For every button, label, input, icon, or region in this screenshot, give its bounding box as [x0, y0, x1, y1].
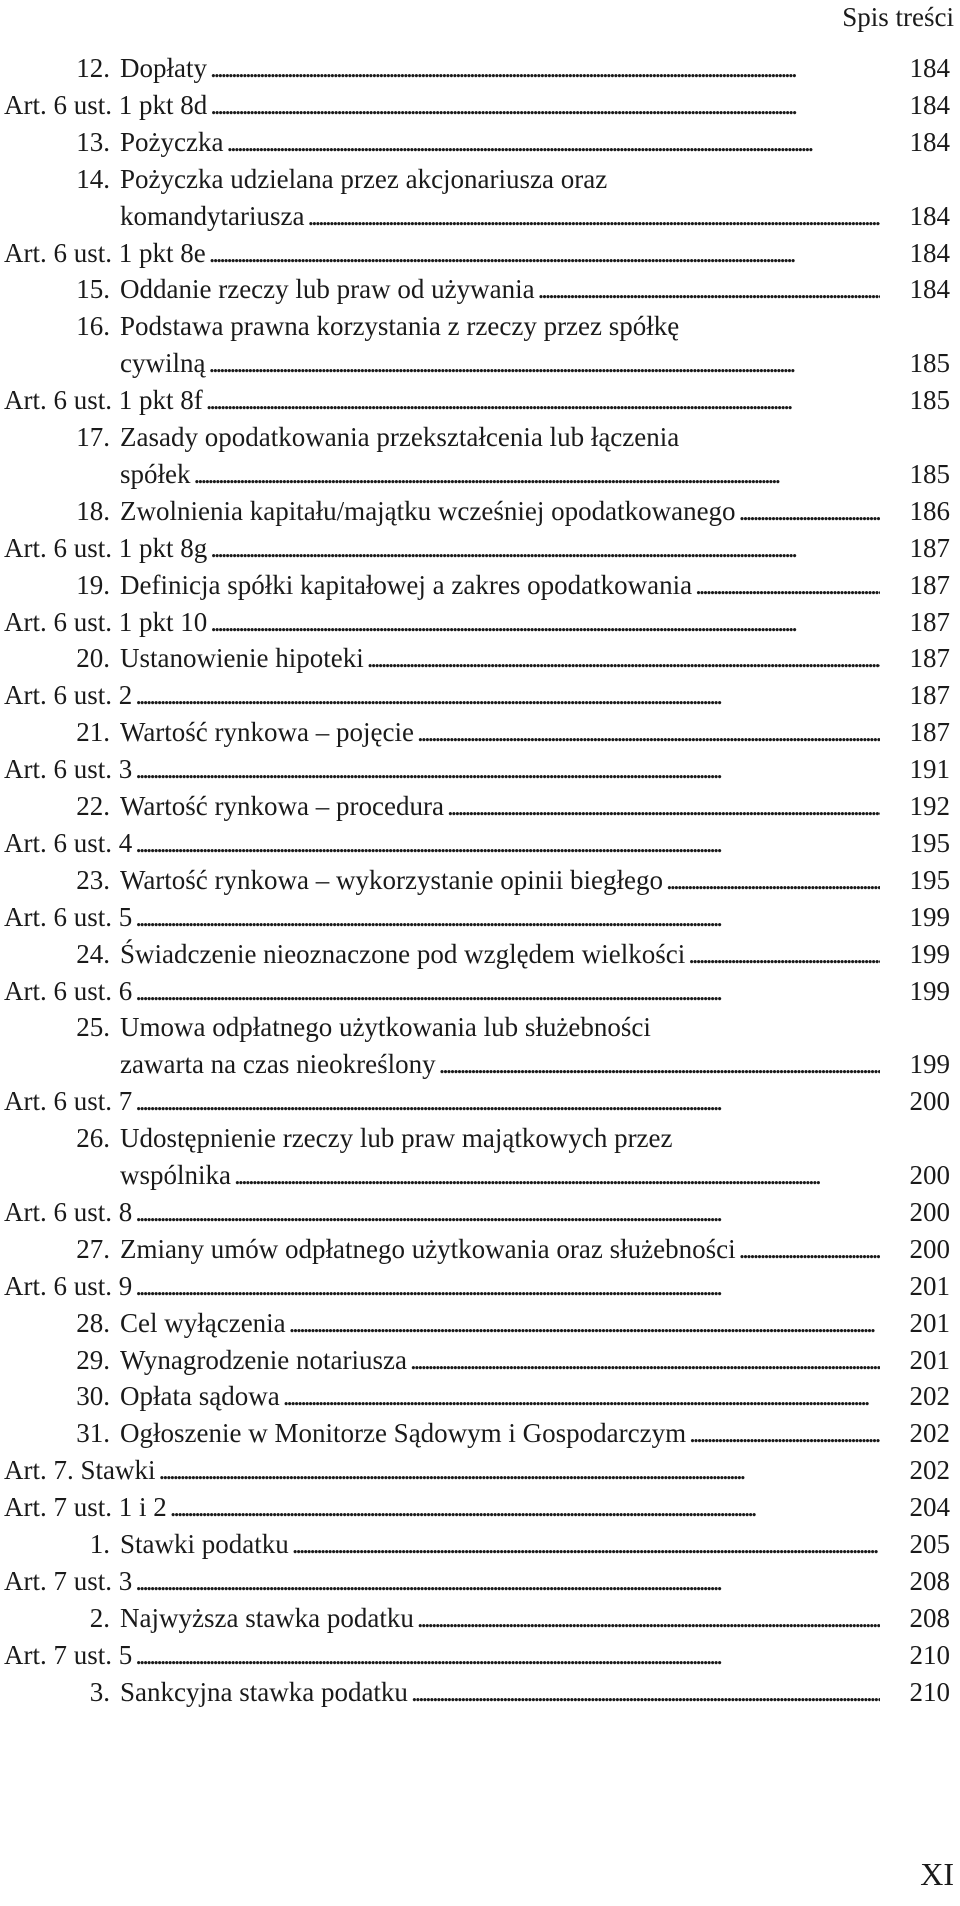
toc-section-entry [0, 161, 960, 235]
toc-article-entry [0, 604, 960, 641]
toc-article-entry [0, 677, 960, 714]
toc-entry-number: 28. [76, 1307, 110, 1338]
toc-page-number: 205 [909, 1529, 950, 1559]
dot-leader [666, 862, 880, 898]
dot-leader [234, 1157, 880, 1193]
toc-entry-title: Art. 6 ust. 4 [4, 827, 133, 858]
dot-leader [159, 1452, 881, 1488]
toc-entry-title: Art. 6 ust. 1 pkt 8d [4, 89, 208, 120]
toc-page-number: 185 [909, 458, 950, 489]
toc-page-number: 200 [909, 1233, 950, 1264]
dot-leader [206, 382, 880, 418]
toc-article-entry [0, 530, 960, 567]
dot-leader [135, 973, 880, 1009]
dot-leader [689, 1415, 880, 1451]
toc-section-entry [0, 1378, 960, 1415]
toc-entry-number: 15. [76, 274, 110, 305]
toc-section-entry [0, 640, 960, 677]
dot-leader [417, 714, 880, 750]
toc-section-entry [0, 1415, 960, 1452]
toc-section-entry [0, 1231, 960, 1268]
toc-page-number: 210 [909, 1676, 950, 1707]
toc-entry-title: Oddanie rzeczy lub praw od używania [120, 274, 535, 305]
toc-entry-number: 16. [76, 311, 110, 342]
dot-leader [135, 1563, 880, 1599]
toc-entry-number: 23. [76, 864, 110, 895]
dot-leader [289, 1305, 880, 1341]
toc-entry-number: 2. [89, 1602, 110, 1633]
dot-leader [447, 788, 880, 824]
toc-page-number: 200 [909, 1196, 950, 1227]
toc-page-number: 184 [909, 89, 950, 120]
toc-page-number: 208 [909, 1602, 950, 1633]
toc-section-entry [0, 1342, 960, 1379]
toc-article-entry [0, 1637, 960, 1674]
toc-page-number: 184 [909, 126, 950, 157]
toc-entry-title: Art. 6 ust. 1 pkt 8g [4, 532, 208, 563]
dot-leader [194, 456, 881, 492]
dot-leader [283, 1378, 880, 1414]
toc-entry-title: Stawki podatku [120, 1529, 289, 1559]
toc-section-entry [0, 493, 960, 530]
page-number: XI [920, 1856, 954, 1892]
toc-page-number: 185 [909, 348, 950, 379]
running-header: Spis treści [842, 2, 954, 32]
toc-article-entry [0, 382, 960, 419]
dot-leader [210, 50, 880, 86]
toc-entry-number: 1. [89, 1529, 110, 1559]
toc-page-number: 195 [909, 827, 950, 858]
dot-leader [695, 567, 880, 603]
toc-entry-number: 20. [76, 643, 110, 674]
toc-entry-title-continued: cywilną [120, 348, 206, 379]
toc-entry-title: Art. 6 ust. 2 [4, 680, 133, 711]
toc-entry-number: 30. [76, 1381, 110, 1412]
toc-entry-number: 24. [76, 938, 110, 969]
toc-section-entry [0, 788, 960, 825]
toc-section-entry [0, 50, 960, 87]
toc-page-number: 202 [909, 1418, 950, 1449]
dot-leader [538, 271, 880, 307]
toc-article-entry [0, 751, 960, 788]
dot-leader [135, 825, 880, 861]
toc-section-entry [0, 1674, 960, 1711]
toc-entry-title: Udostępnienie rzeczy lub praw majątkowych przez [120, 1123, 673, 1154]
toc-entry-number: 27. [76, 1233, 110, 1264]
dot-leader [135, 899, 880, 935]
toc-entry-title: Definicja spółki kapitałowej a zakres opodatkowania [120, 569, 693, 600]
toc-entry-title: Zwolnienia kapitału/majątku wcześniej opodatkowanego [120, 495, 736, 526]
toc-entry-title: Art. 6 ust. 7 [4, 1086, 133, 1117]
toc-page-number: 187 [909, 643, 950, 674]
toc-page-number: 184 [909, 274, 950, 305]
dot-leader [135, 1268, 880, 1304]
toc-entry-title: Zmiany umów odpłatnego użytkowania oraz służebności [120, 1233, 736, 1264]
toc-entry-title: Art. 6 ust. 1 pkt 8e [4, 237, 206, 268]
toc-entry-title: Wartość rynkowa – wykorzystanie opinii biegłego [120, 864, 663, 895]
toc-article-entry [0, 1452, 960, 1489]
toc-entry-title: Wartość rynkowa – pojęcie [120, 717, 414, 748]
dot-leader [210, 530, 880, 566]
toc-entry-number: 31. [76, 1418, 110, 1449]
toc-entry-title: Podstawa prawna korzystania z rzeczy przez spółkę [120, 311, 680, 342]
toc-entry-number: 25. [76, 1012, 110, 1043]
dot-leader [208, 345, 880, 381]
toc-entry-number: 19. [76, 569, 110, 600]
toc-entry-title-continued: wspólnika [120, 1159, 231, 1190]
toc-entry-number: 13. [76, 126, 110, 157]
dot-leader [210, 87, 880, 123]
toc-entry-title: Art. 6 ust. 3 [4, 754, 133, 785]
toc-page-number: 200 [909, 1159, 950, 1190]
toc-section-entry [0, 271, 960, 308]
toc-page-number: 199 [909, 1049, 950, 1080]
toc-entry-title: Pożyczka udzielana przez akcjonariusza oraz [120, 163, 608, 194]
toc-page-number: 201 [909, 1307, 950, 1338]
toc-page-number: 186 [909, 495, 950, 526]
dot-leader [367, 640, 880, 676]
toc-entry-title: Dopłaty [120, 53, 207, 83]
dot-leader [226, 124, 880, 160]
toc-entry-title: Opłata sądowa [120, 1381, 280, 1412]
toc-entry-title: Najwyższa stawka podatku [120, 1602, 414, 1633]
toc-entry-number: 29. [76, 1344, 110, 1375]
toc-entry-title: Art. 6 ust. 1 pkt 10 [4, 606, 208, 637]
toc-entry-title-continued: spółek [120, 458, 191, 489]
toc-page-number: 201 [909, 1344, 950, 1375]
toc-section-entry [0, 567, 960, 604]
toc-entry-number: 3. [89, 1676, 110, 1707]
toc-section-entry [0, 1120, 960, 1194]
dot-leader [439, 1046, 880, 1082]
toc-entry-title: Art. 7 ust. 3 [4, 1565, 133, 1596]
toc-article-entry [0, 87, 960, 124]
toc-section-entry [0, 1305, 960, 1342]
toc-page-number: 184 [909, 53, 950, 83]
toc-page-number: 199 [909, 938, 950, 969]
dot-leader [209, 235, 880, 271]
toc-entry-number: 18. [76, 495, 110, 526]
toc-entry-title: Art. 6 ust. 8 [4, 1196, 133, 1227]
toc-entry-title-continued: zawarta na czas nieokreślony [120, 1049, 436, 1080]
toc-section-entry [0, 862, 960, 899]
toc-article-entry [0, 235, 960, 272]
toc-entry-title: Ogłoszenie w Monitorze Sądowym i Gospodarczym [120, 1418, 687, 1449]
toc-entry-title: Art. 6 ust. 1 pkt 8f [4, 385, 203, 416]
toc-entry-title: Wartość rynkowa – procedura [120, 791, 444, 821]
toc-page-number: 187 [909, 680, 950, 711]
toc-section-entry [0, 1526, 960, 1563]
toc-page-number: 195 [909, 864, 950, 895]
toc-section-entry [0, 308, 960, 382]
toc-entry-title: Wynagrodzenie notariusza [120, 1344, 407, 1375]
toc-entry-title: Świadczenie nieoznaczone pod względem wielkości [120, 938, 686, 969]
dot-leader [688, 936, 880, 972]
toc-page-number: 199 [909, 901, 950, 932]
toc-entry-title: Art. 6 ust. 6 [4, 975, 133, 1006]
toc-page-number: 187 [909, 717, 950, 748]
toc-section-entry [0, 124, 960, 161]
toc-section-entry [0, 1600, 960, 1637]
toc-article-entry [0, 973, 960, 1010]
toc-page-number: 184 [909, 237, 950, 268]
dot-leader [135, 1083, 880, 1119]
dot-leader [739, 493, 880, 529]
toc-entry-number: 26. [76, 1123, 110, 1154]
dot-leader [135, 1194, 880, 1230]
toc-page-number: 199 [909, 975, 950, 1006]
toc-page-number: 201 [909, 1270, 950, 1301]
toc-section-entry [0, 714, 960, 751]
toc-entry-title: Umowa odpłatnego użytkowania lub służebności [120, 1012, 651, 1043]
toc-page-number: 202 [909, 1381, 950, 1412]
toc-section-entry [0, 419, 960, 493]
toc-page-number: 208 [909, 1565, 950, 1596]
dot-leader [135, 1637, 880, 1673]
toc-page-number: 202 [909, 1455, 950, 1486]
toc-page-number: 192 [909, 791, 950, 821]
toc-article-entry [0, 899, 960, 936]
toc-entry-number: 12. [76, 53, 110, 83]
dot-leader [739, 1231, 880, 1267]
toc-entry-title: Art. 7 ust. 1 i 2 [4, 1492, 167, 1523]
toc-entry-title-continued: komandytariusza [120, 200, 305, 231]
toc-page-number: 200 [909, 1086, 950, 1117]
toc-page-number: 187 [909, 532, 950, 563]
dot-leader [135, 677, 880, 713]
toc-entry-title: Sankcyjna stawka podatku [120, 1676, 408, 1707]
toc-section-entry [0, 1009, 960, 1083]
toc-article-entry [0, 1083, 960, 1120]
toc-entry-number: 14. [76, 163, 110, 194]
toc-page-number: 187 [909, 606, 950, 637]
toc-entry-title: Ustanowienie hipoteki [120, 643, 364, 674]
toc-page-number: 204 [909, 1492, 950, 1523]
toc-page-number: 184 [909, 200, 950, 231]
dot-leader [210, 604, 880, 640]
toc-entry-title: Art. 7. Stawki [4, 1455, 156, 1486]
dot-leader [292, 1526, 880, 1562]
toc-section-entry [0, 936, 960, 973]
toc-article-entry [0, 1489, 960, 1526]
toc-article-entry [0, 1268, 960, 1305]
toc-page-number: 191 [909, 754, 950, 785]
dot-leader [170, 1489, 880, 1525]
toc-article-entry [0, 1194, 960, 1231]
toc-entry-title: Art. 6 ust. 9 [4, 1270, 133, 1301]
toc-page-number: 210 [909, 1639, 950, 1670]
toc-entry-title: Art. 6 ust. 5 [4, 901, 133, 932]
toc-entry-title: Art. 7 ust. 5 [4, 1639, 133, 1670]
toc-article-entry [0, 1563, 960, 1600]
toc-entry-title: Pożyczka [120, 126, 224, 157]
toc-article-entry [0, 825, 960, 862]
toc-entry-number: 22. [76, 791, 110, 821]
toc-page-number: 187 [909, 569, 950, 600]
toc-page-number: 185 [909, 385, 950, 416]
dot-leader [411, 1674, 880, 1710]
dot-leader [135, 751, 880, 787]
dot-leader [307, 198, 880, 234]
dot-leader [417, 1600, 880, 1636]
toc-entry-title: Cel wyłączenia [120, 1307, 286, 1338]
toc-entry-title: Zasady opodatkowania przekształcenia lub łączenia [120, 422, 680, 452]
toc-entry-number: 17. [76, 422, 110, 452]
toc-entry-number: 21. [76, 717, 110, 748]
dot-leader [410, 1342, 880, 1378]
